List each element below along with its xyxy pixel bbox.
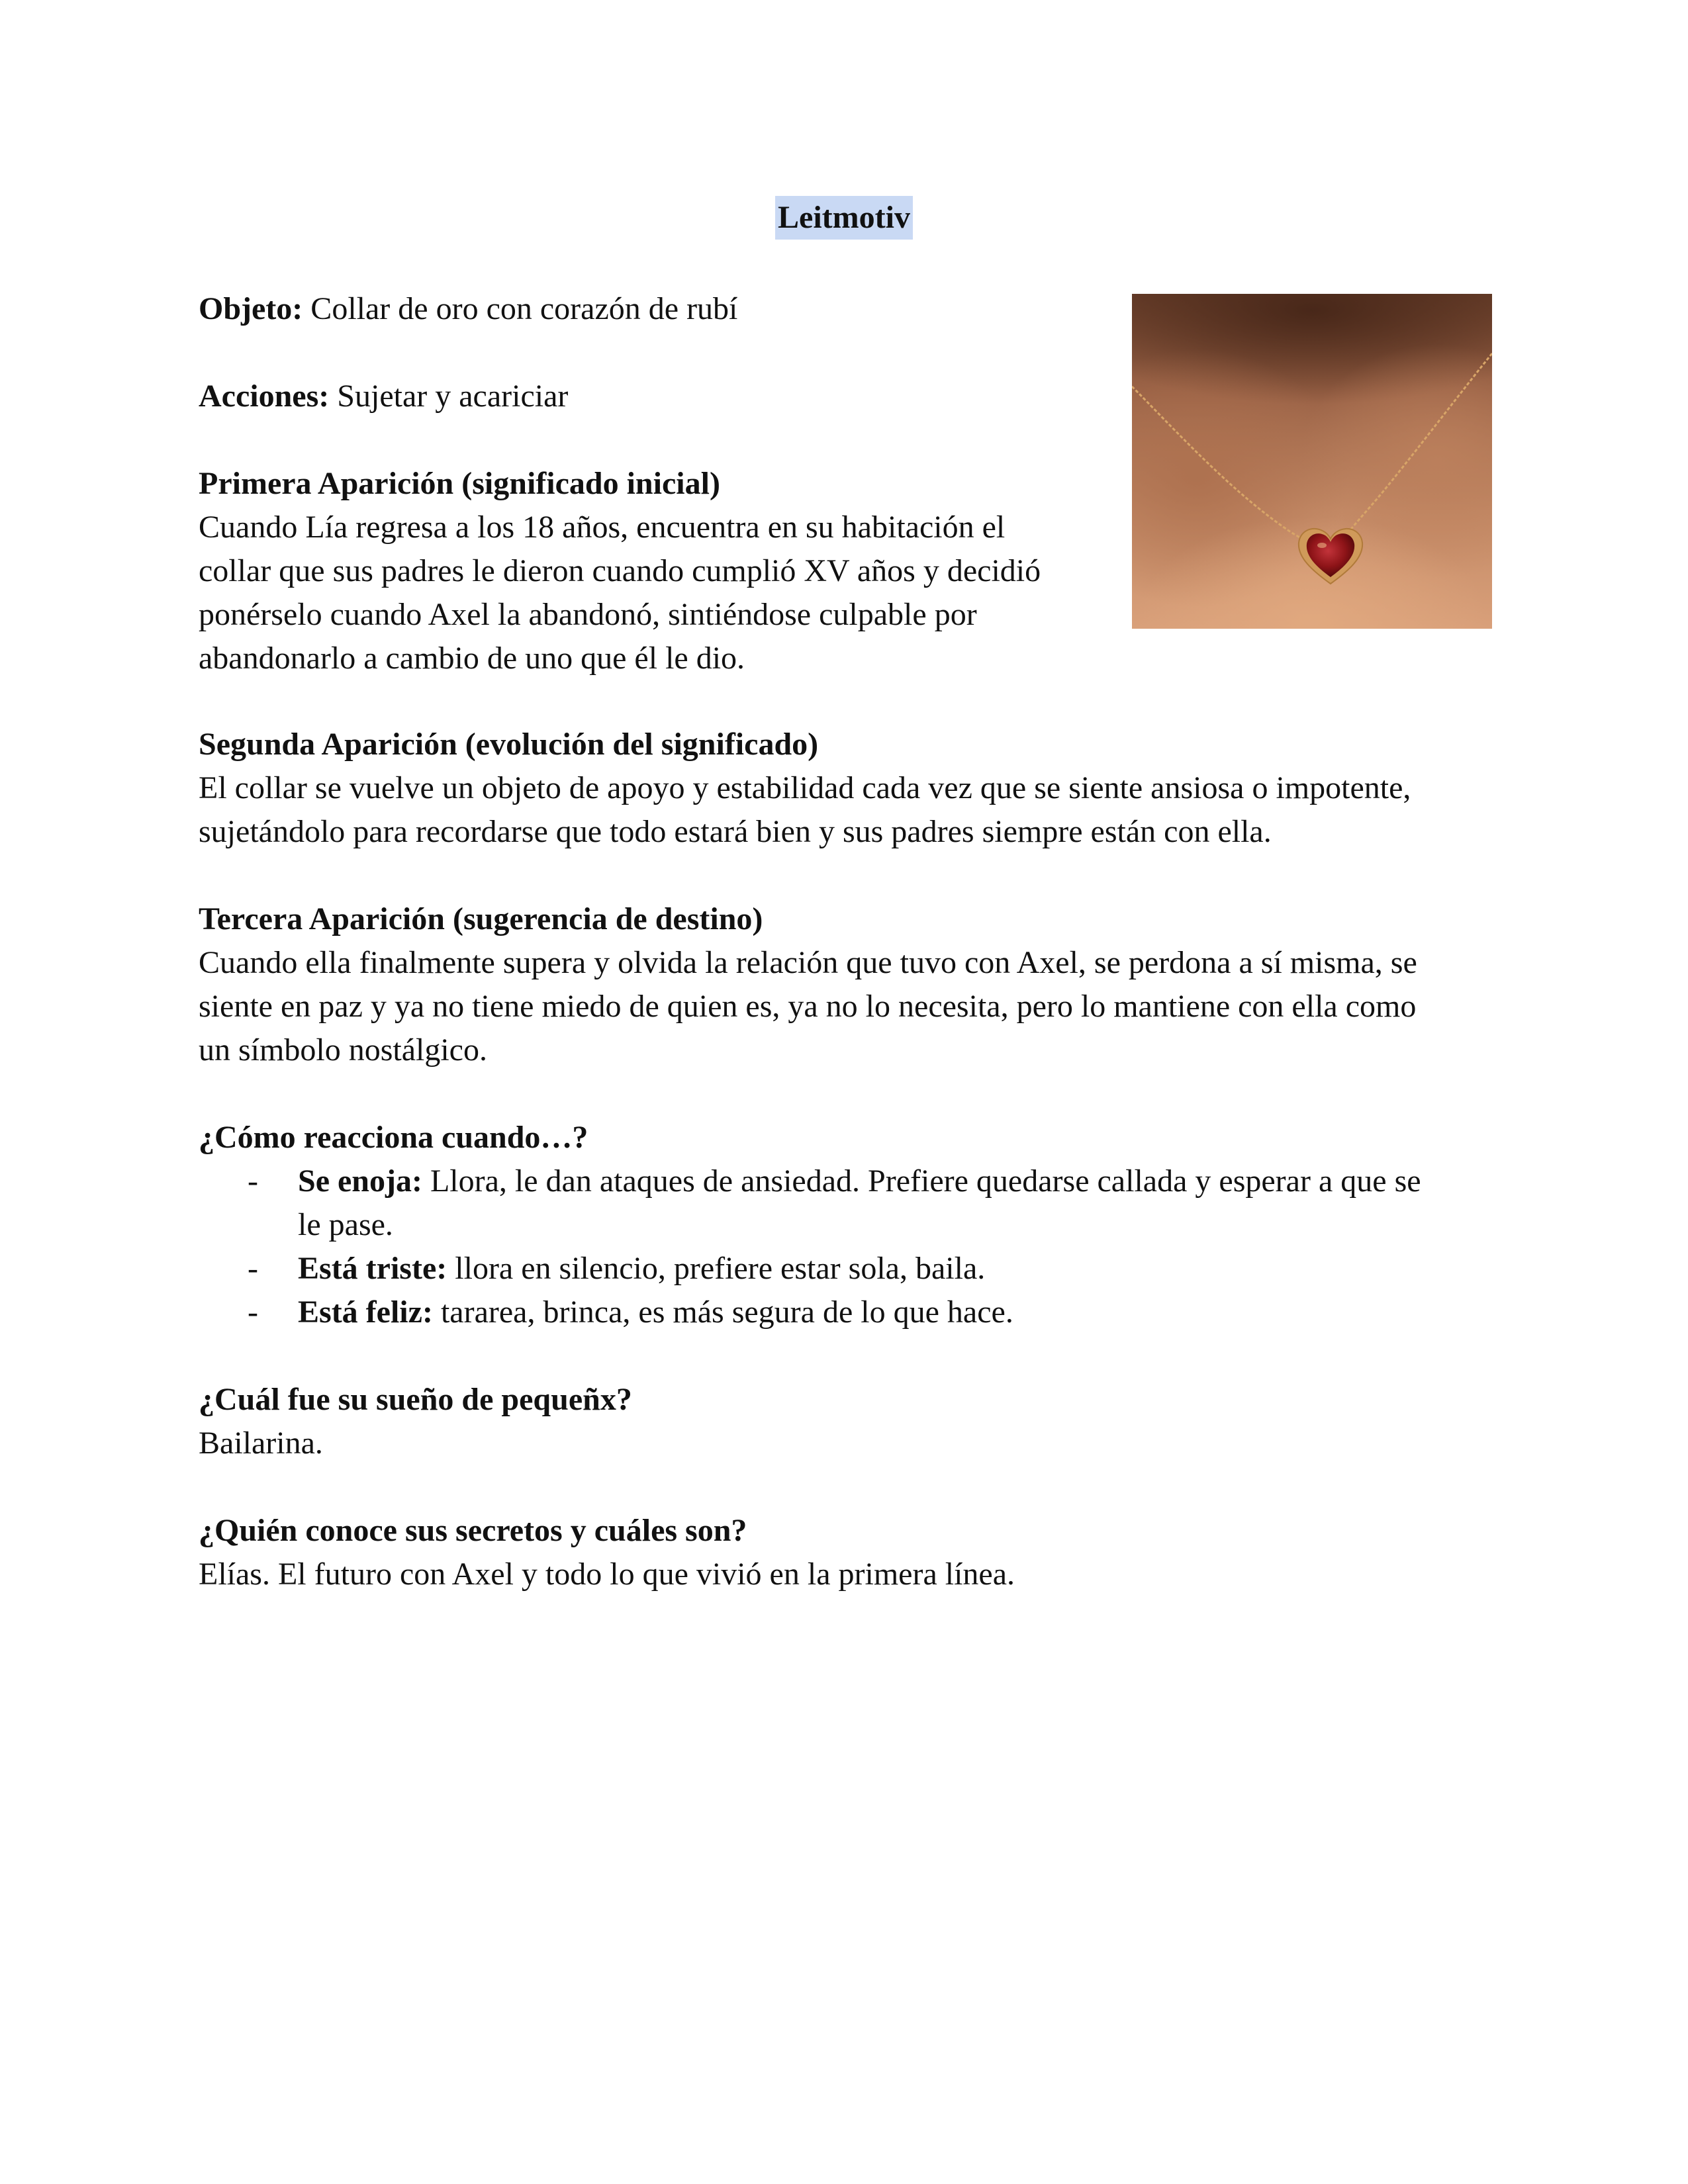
primera-section [199,462,1099,680]
segunda-section [199,723,1496,854]
list-dash: - [248,1295,258,1330]
list-item-label: Se enoja: [298,1163,422,1199]
objeto-line [199,287,1099,331]
segunda-line-2: sujetándolo para recordarse que todo estará bien y sus padres siempre están con ella. [199,814,1272,849]
page-title: Leitmotiv [775,196,913,240]
segunda-line-1: El collar se vuelve un objeto de apoyo y estabilidad cada vez que se siente ansiosa o impotente, [199,770,1411,805]
list-item-esta-feliz [199,1291,1496,1334]
primera-line-1: Cuando Lía regresa a los 18 años, encuentra en su habitación el [199,510,1006,545]
primera-line-4: abandonarlo a cambio de uno que él le dio. [199,641,745,676]
list-item-esta-triste [199,1247,1496,1291]
necklace-photo [1132,294,1492,629]
title-row [0,196,1688,240]
list-item-label: Está feliz: [298,1295,433,1330]
acciones-value: Sujetar y acariciar [329,379,569,414]
secretos-heading: ¿Quién conoce sus secretos y cuáles son? [199,1513,747,1548]
list-item-se-enoja [199,1160,1496,1247]
acciones-label: Acciones: [199,379,330,414]
reacciona-section [199,1116,1496,1334]
segunda-heading: Segunda Aparición (evolución del significado) [199,727,819,762]
primera-line-2: collar que sus padres le dieron cuando cumplió XV años y decidió [199,553,1041,588]
chain-right [1338,353,1492,545]
list-item-label: Está triste: [298,1251,447,1286]
secretos-answer: Elías. El futuro con Axel y todo lo que vivió en la primera línea. [199,1557,1015,1592]
tercera-line-2: siente en paz y ya no tiene miedo de quien es, ya no lo necesita, pero lo mantiene con ella como [199,989,1417,1024]
heart-shine [1317,543,1327,548]
chain-left [1132,387,1325,548]
list-item-text: tararea, brinca, es más segura de lo que hace. [432,1295,1013,1330]
list-dash: - [248,1251,258,1286]
tercera-heading: Tercera Aparición (sugerencia de destino) [199,901,763,936]
list-item-text-continued: le pase. [298,1207,393,1242]
list-dash: - [248,1163,258,1199]
necklace-illustration [1132,294,1492,629]
list-item-text: llora en silencio, prefiere estar sola, baila. [447,1251,986,1286]
primera-heading: Primera Aparición (significado inicial) [199,466,720,501]
sueno-section [199,1378,1496,1465]
list-item-text: Llora, le dan ataques de ansiedad. Prefiere quedarse callada y esperar a que se [422,1163,1421,1199]
objeto-label: Objeto: [199,291,303,326]
sueno-answer: Bailarina. [199,1426,323,1461]
objeto-value: Collar de oro con corazón de rubí [303,291,738,326]
acciones-line [199,375,1099,418]
reacciona-heading: ¿Cómo reacciona cuando…? [199,1120,588,1155]
sueno-heading: ¿Cuál fue su sueño de pequeñx? [199,1382,632,1417]
tercera-line-1: Cuando ella finalmente supera y olvida la relación que tuvo con Axel, se perdona a sí misma, se [199,945,1417,980]
primera-line-3: ponérselo cuando Axel la abandonó, sintiéndose culpable por [199,597,977,632]
reacciona-list [199,1160,1496,1334]
secretos-section [199,1509,1496,1596]
tercera-section [199,897,1496,1072]
tercera-line-3: un símbolo nostálgico. [199,1032,487,1068]
